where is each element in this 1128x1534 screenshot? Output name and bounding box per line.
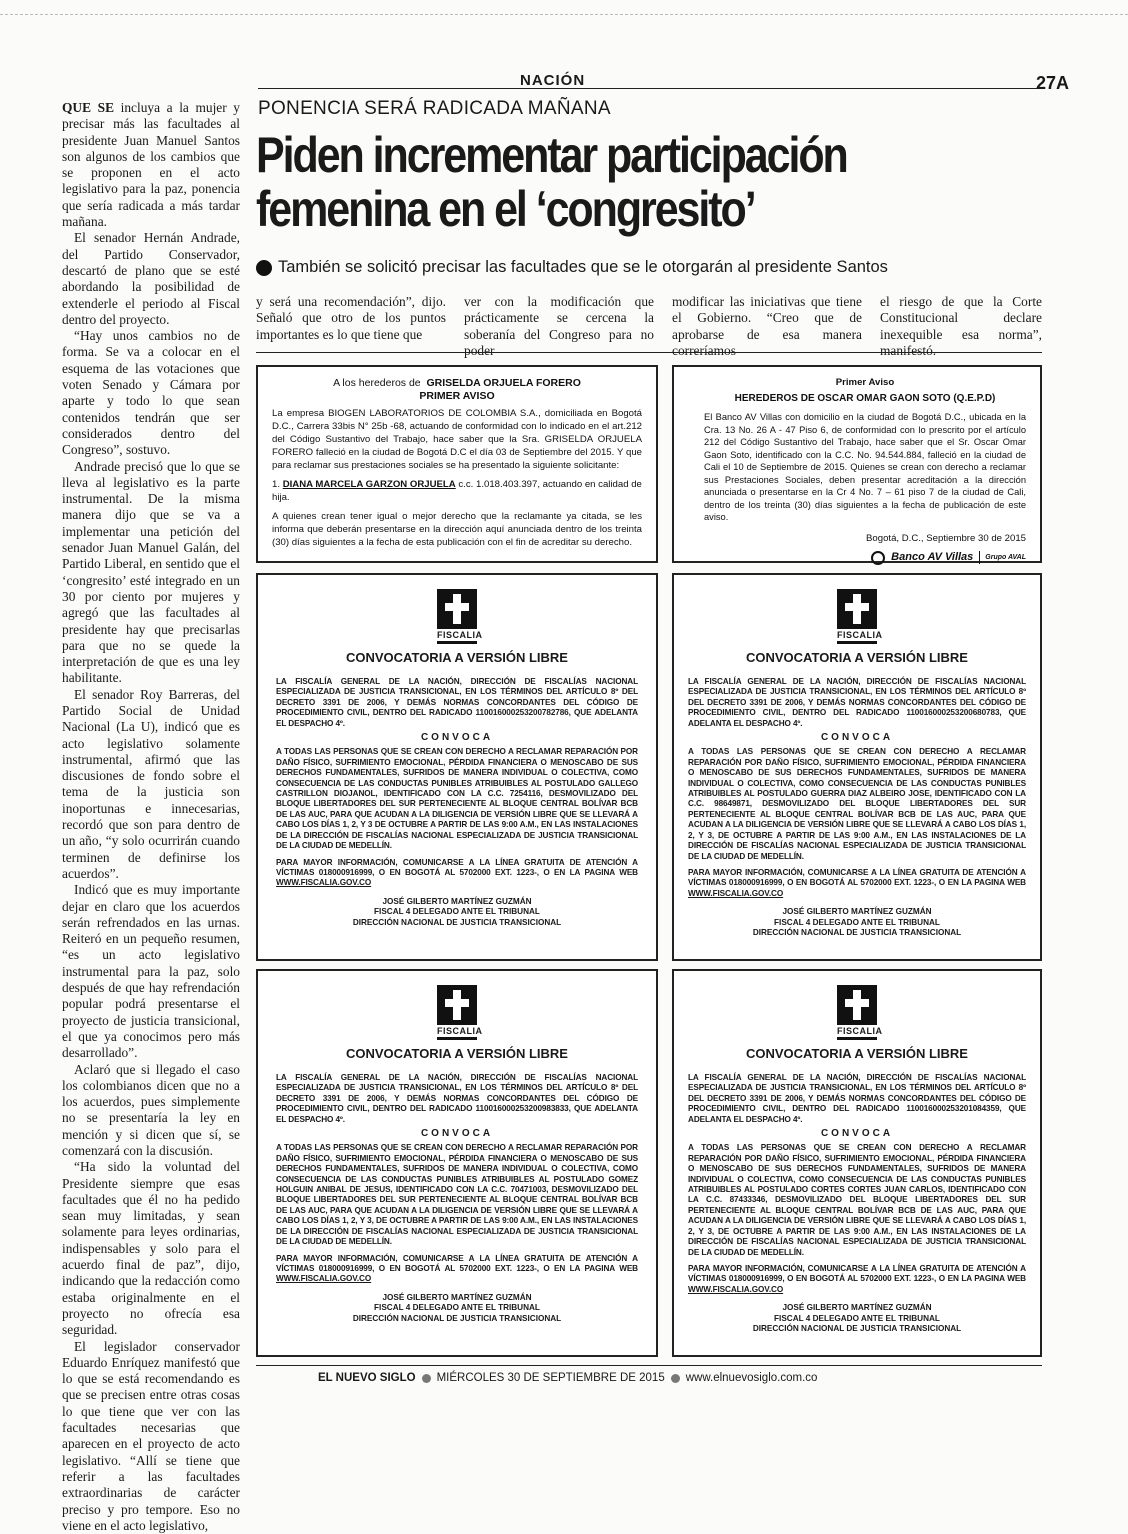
notice-body-2: A quienes crean tener igual o mejor derecho que la reclamante ya citada, se les informa que deberán presentarse en la dirección aquí anunciada dentro de los treinta (30) días siguientes a la fecha de esta publicación con el fin de acreditar su derecho.	[272, 511, 642, 548]
headline-line-2: femenina en el ‘congresito’	[256, 181, 755, 237]
fiscalia-website: WWW.FISCALIA.GOV.CO	[688, 888, 784, 898]
convocatoria-box	[672, 573, 1042, 961]
bullet-icon	[422, 1374, 431, 1383]
article-column-4: el riesgo de que la Corte Constitucional declare inexequible esa norma”, manifestó.	[880, 294, 1042, 358]
signature-block: JOSÉ GILBERTO MARTÍNEZ GUZMÁN FISCAL 4 DELEGADO ANTE EL TRIBUNAL DIRECCIÓN NACIONAL DE JUSTICIA TRANSICIONAL	[352, 896, 562, 927]
bullet-icon	[671, 1374, 680, 1383]
notice-biogen	[256, 365, 658, 563]
convoca-label: CONVOCA	[420, 1128, 494, 1140]
avvillas-logo-icon	[871, 551, 885, 565]
signature-block: JOSÉ GILBERTO MARTÍNEZ GUZMÁN FISCAL 4 DELEGADO ANTE EL TRIBUNAL DIRECCIÓN NACIONAL DE JUSTICIA TRANSICIONAL	[352, 1292, 562, 1323]
convocatoria-body: LA FISCALÍA GENERAL DE LA NACIÓN, DIRECCIÓN DE FISCALÍAS NACIONAL ESPECIALIZADA DE JUSTICIA TRANSICIONAL, EN LOS TÉRMINOS DEL ARTÍCULO 8º DEL DECRETO 3391 DE 2006, Y DEMÁS NORMAS CONCORDANTES DEL CÓDIGO DE PROCEDIMIENTO CIVIL, DENTRO DEL RADICADO 110016000253201084359, QUE ADELANTA EL DESPACHO 4º. CONVOCA A TODAS LAS PERSONAS QUE SE CREAN CON DERECHO A RECLAMAR REPARACIÓN POR DAÑO FÍSICO, SUFRIMIENTO EMOCIONAL, PÉRDIDA FINANCIERA O MENOSCABO DE SUS DERECHOS FUNDAMENTALES, SUFRIDOS DE MANERA INDIVIDUAL O COLECTIVA, COMO CONSECUENCIA DE LAS CONDUCTAS PUNIBLES ATRIBUIBLES AL POSTULADO CORTES CORTES JUAN CARLOS, IDENTIFICADO CON LA C.C. 87433346, DESMOVILIZADO DEL BLOQUE LIBERTADORES DEL SUR PERTENECIENTE AL BLOQUE CENTRAL BOLÍVAR BCB DE LAS AUC, PARA QUE ACUDAN A LA DILIGENCIA DE VERSIÓN LIBRE QUE SE LLEVARÁ A CABO LOS DÍAS 1, 2, Y 3, DE OCTUBRE A PARTIR DE LAS 9:00 A.M., EN LAS INSTALACIONES DE LA DIRECCIÓN DE FISCALÍAS NACIONAL ESPECIALIZADA DE JUSTICIA TRANSICIONAL DE LA CIUDAD DE MEDELLÍN. PARA MAYOR INFORMACIÓN, COMUNICARSE A LA LÍNEA GRATUITA DE ATENCIÓN A VÍCTIMAS 018000916999, O EN BOGOTÁ AL 5702000 EXT. 1223-, O EN LA PAGINA WEB WWW.FISCALIA.GOV.CO	[688, 1073, 1026, 1294]
article-bottom-rule	[256, 352, 1042, 353]
notice-body: El Banco AV Villas con domicilio en la ciudad de Bogotá D.C., ubicada en la Cra. 13 No. 26 A - 47 Piso 6, de conformidad con lo prescrito por el artículo 212 del Código Sustantivo del Trabajo, hace saber que el Sr. Oscar Omar Gaon Soto, identificado con la C.C. No. 94.544.884, falleció en la ciudad de Cali el 10 de Septiembre de 2015. Quienes se crean con derecho a reclamar sus Prestaciones Sociales, deben presentar acreditación a la dirección anunciada o presentarse en la Cr 4 No. 7 – 61 piso 7 de la ciudad de Cali, dentro de los treinta (30) días siguientes a la fecha de publicación de este aviso.	[704, 412, 1026, 522]
article-column-3: modificar las iniciativas que tiene el Gobierno. “Creo que de aprobarse de esa manera correríamos	[672, 294, 862, 358]
page-top-edge	[0, 0, 1128, 15]
left-paragraph: Indicó que es muy importante dejar en claro que los acuerdos serán refrendados en las urnas. Reiteró en un pequeño resumen, “es un acto legislativo instrumental para la paz, solo después de que hay refrendación popular podrá presentarse el proyecto de justicia transicional, el que ya conocimos pero más desarrollado”.	[62, 882, 240, 1061]
page-number: 27A	[1036, 73, 1070, 93]
article-headline	[256, 128, 935, 236]
fiscalia-puzzle-icon	[837, 985, 877, 1025]
fiscalia-website: WWW.FISCALIA.GOV.CO	[276, 1274, 372, 1284]
footer-date: MIÉRCOLES 30 DE SEPTIEMBRE DE 2015	[436, 1372, 665, 1384]
left-paragraph: “Hay unos cambios no de forma. Se va a colocar en el esquema de las votaciones que voten Senado y Cámara por aparte y todo lo que sean contenidos tendrán que ser considerados dentro del Congreso”, sostuvo.	[62, 328, 240, 458]
convoca-label: CONVOCA	[820, 1128, 894, 1140]
convocatoria-body: LA FISCALÍA GENERAL DE LA NACIÓN, DIRECCIÓN DE FISCALÍAS NACIONAL ESPECIALIZADA DE JUSTICIA TRANSICIONAL, EN LOS TÉRMINOS DEL ARTÍCULO 8º DEL DECRETO 3391 DE 2006, Y DEMÁS NORMAS CONCORDANTES DEL CÓDIGO DE PROCEDIMIENTO CIVIL, DENTRO DEL RADICADO 110016000253200983833, QUE ADELANTA EL DESPACHO 4º. CONVOCA A TODAS LAS PERSONAS QUE SE CREAN CON DERECHO A RECLAMAR REPARACIÓN POR DAÑO FÍSICO, SUFRIMIENTO EMOCIONAL, PÉRDIDA FINANCIERA O MENOSCABO DE SUS DERECHOS FUNDAMENTALES, SUFRIDOS DE MANERA INDIVIDUAL O COLECTIVA, COMO CONSECUENCIA DE LAS CONDUCTAS PUNIBLES ATRIBUIBLES AL POSTULADO GOMEZ HOLGUIN ANIBAL DE JESUS, IDENTIFICADO CON LA C.C. 70471003, DESMOVILIZADO DEL BLOQUE LIBERTADORES DEL SUR PERTENECIENTE AL BLOQUE CENTRAL BOLÍVAR BCB DE LAS AUC, PARA QUE ACUDAN A LA DILIGENCIA DE VERSIÓN LIBRE QUE SE LLEVARÁ A CABO LOS DÍAS 1, 2, Y 3, DE OCTUBRE A PARTIR DE LAS 9:00 A.M., EN LAS INSTALACIONES DE LA DIRECCIÓN DE FISCALÍAS NACIONAL ESPECIALIZADA DE JUSTICIA TRANSICIONAL DE LA CIUDAD DE MEDELLÍN. PARA MAYOR INFORMACIÓN, COMUNICARSE A LA LÍNEA GRATUITA DE ATENCIÓN A VÍCTIMAS 018000916999, O EN BOGOTÁ AL 5702000 EXT. 1223-, O EN LA PAGINA WEB WWW.FISCALIA.GOV.CO	[276, 1073, 638, 1284]
aval-logo: Grupo AVAL	[979, 551, 1026, 564]
article-kicker: PONENCIA SERÁ RADICADA MAÑANA	[258, 98, 611, 119]
signature-block: JOSÉ GILBERTO MARTÍNEZ GUZMÁN FISCAL 4 DELEGADO ANTE EL TRIBUNAL DIRECCIÓN NACIONAL DE JUSTICIA TRANSICIONAL	[752, 1303, 962, 1333]
fiscalia-puzzle-icon	[437, 985, 477, 1025]
left-paragraph: El legislador conservador Eduardo Enríquez manifestó que lo que se está recomendando es que se precisen entre otras cosas lo que tiene que ver con las facultades necesarias que aparecen en el proyecto de acto legislativo. “Allí se tiene que referir a las facultades extraordinarias de carácter preciso y pro tempore. Eso no viene en el acto legislativo,	[62, 1338, 240, 1533]
convocatoria-box	[672, 969, 1042, 1357]
avvillas-logo: Banco AV Villas Grupo AVAL	[704, 551, 1026, 565]
fiscalia-puzzle-icon	[837, 589, 877, 629]
convocatoria-title: CONVOCATORIA A VERSIÓN LIBRE	[346, 650, 568, 665]
convocatoria-title: CONVOCATORIA A VERSIÓN LIBRE	[746, 1046, 968, 1061]
convoca-label: CONVOCA	[820, 732, 894, 744]
notice-heading: Primer Aviso	[835, 377, 895, 388]
left-paragraph: “Ha sido la voluntad del Presidente siempre que esas facultades que él no ha pedido sean muy limitadas, y sean solamente para leyes ordinarias, indispensables y solo para el acuerdo final de paz”, dijo, indicando que la redacción como estaba originalmente en el proyecto no ofrecía esa seguridad.	[62, 1159, 240, 1338]
left-paragraph: El senador Hernán Andrade, del Partido Conservador, descartó de plano que se esté abordando la posibilidad de extenderle el periodo al Fiscal dentro del proyecto.	[62, 230, 240, 327]
left-paragraph: Aclaró que si llegado el caso los colombianos dicen que no a los acuerdos, pues simplemente no se presentaría la ley en mención y si dicen que sí, se comenzará con la discusión.	[62, 1061, 240, 1158]
fiscalia-logo: FISCALIA	[437, 985, 477, 1040]
fiscalia-logo: FISCALIA	[837, 589, 877, 644]
notice-subheading: PRIMER AVISO	[419, 390, 495, 402]
convocatoria-body: LA FISCALÍA GENERAL DE LA NACIÓN, DIRECCIÓN DE FISCALÍAS NACIONAL ESPECIALIZADA DE JUSTICIA TRANSICIONAL, EN LOS TÉRMINOS DEL ARTÍCULO 8º DEL DECRETO 3391 DE 2006, Y DEMÁS NORMAS CONCORDANTES DEL CÓDIGO DE PROCEDIMIENTO CIVIL, DENTRO DEL RADICADO 110016000253200782786, QUE ADELANTA EL DESPACHO 4º. CONVOCA A TODAS LAS PERSONAS QUE SE CREAN CON DERECHO A RECLAMAR REPARACIÓN POR DAÑO FÍSICO, SUFRIMIENTO EMOCIONAL, PÉRDIDA FINANCIERA O MENOSCABO DE SUS DERECHOS FUNDAMENTALES, SUFRIDOS DE MANERA INDIVIDUAL O COLECTIVA, COMO CONSECUENCIA DE LAS CONDUCTAS PUNIBLES ATRIBUIBLES AL POSTULADO GALLEGO CASTRILLON DIOJANOL, IDENTIFICADO CON LA C.C. 7254116, DESMOVILIZADO DEL BLOQUE LIBERTADORES DEL SUR PERTENECIENTE AL BLOQUE CENTRAL BOLÍVAR BCB DE LAS AUC, PARA QUE ACUDAN A LA DILIGENCIA DE VERSIÓN LIBRE QUE SE LLEVARÁ A CABO LOS DÍAS 1, 2, Y 3 DE OCTUBRE A PARTIR DE LAS 9:00 A.M., EN LAS INSTALACIONES DE LA DIRECCIÓN DE FISCALÍAS NACIONAL ESPECIALIZADA DE JUSTICIA TRANSICIONAL DE LA CIUDAD DE MEDELLÍN. PARA MAYOR INFORMACIÓN, COMUNICARSE A LA LÍNEA GRATUITA DE ATENCIÓN A VÍCTIMAS 018000916999, O EN BOGOTÁ AL 5702000 EXT. 1223-, O EN LA PAGINA WEB WWW.FISCALIA.GOV.CO	[276, 677, 638, 888]
notice-date: Bogotá, D.C., Septiembre 30 de 2015	[866, 532, 1026, 544]
left-paragraph: QUE SE incluya a la mujer y precisar más las facultades al presidente Juan Manuel Santos son algunos de los cambios que se proponen en el acto legislativo para la paz, ponencia que sería radicada a más tardar mañana.	[62, 100, 240, 230]
article-subhead	[256, 258, 888, 277]
article-column-2: ver con la modificación que prácticamente se cercena la soberanía del Congreso para no poder	[464, 294, 654, 358]
signature-block: JOSÉ GILBERTO MARTÍNEZ GUZMÁN FISCAL 4 DELEGADO ANTE EL TRIBUNAL DIRECCIÓN NACIONAL DE JUSTICIA TRANSICIONAL	[752, 907, 962, 937]
bullet-icon	[256, 260, 272, 276]
footer-brand: EL NUEVO SIGLO	[318, 1372, 416, 1384]
left-paragraph: El senador Roy Barreras, del Partido Social de Unidad Nacional (La U), indicó que es acto legislativo solamente instrumental, afirmó que las discusiones de fondo sobre el tema de la justicia son inoportunas e innecesarias, recordó que son para dentro de un año, “y solo ocurrirán cuando terminen de definirse los acuerdos”.	[62, 686, 240, 881]
footer-rule	[256, 1365, 1042, 1366]
page-footer	[318, 1372, 817, 1384]
section-name: NACIÓN	[520, 72, 586, 89]
notice-subheading: HEREDEROS DE OSCAR OMAR GAON SOTO (Q.E.P.D)	[734, 393, 996, 404]
footer-url[interactable]: www.elnuevosiglo.com.co	[685, 1372, 818, 1384]
convocatoria-body: LA FISCALÍA GENERAL DE LA NACIÓN, DIRECCIÓN DE FISCALÍAS NACIONAL ESPECIALIZADA DE JUSTICIA TRANSICIONAL, EN LOS TÉRMINOS DEL ARTÍCULO 8º DEL DECRETO 3391 DE 2006, Y DEMÁS NORMAS CONCORDANTES DEL CÓDIGO DE PROCEDIMIENTO CIVIL, DENTRO DEL RADICADO 110016000253200680783, QUE ADELANTA EL DESPACHO 4º. CONVOCA A TODAS LAS PERSONAS QUE SE CREAN CON DERECHO A RECLAMAR REPARACIÓN POR DAÑO FÍSICO, SUFRIMIENTO EMOCIONAL, PÉRDIDA FINANCIERA O MENOSCABO DE SUS DERECHOS FUNDAMENTALES, SUFRIDOS DE MANERA INDIVIDUAL O COLECTIVA, COMO CONSECUENCIA DE LAS CONDUCTAS PUNIBLES ATRIBUIBLES AL POSTULADO GUERRA DIAZ ALBEIRO JOSE, IDENTIFICADO CON LA C.C. 98649871, DESMOVILIZADO DEL BLOQUE LIBERTADORES DEL SUR PERTENECIENTE AL BLOQUE CENTRAL BOLÍVAR BCB DE LAS AUC, PARA QUE ACUDAN A LA DILIGENCIA DE VERSIÓN LIBRE QUE SE LLEVARÁ A CABO LOS DÍAS 1, 2, Y 3, DE OCTUBRE A PARTIR DE LAS 9:00 A.M., EN LAS INSTALACIONES DE LA DIRECCIÓN DE FISCALÍAS NACIONAL ESPECIALIZADA DE JUSTICIA TRANSICIONAL DE LA CIUDAD DE MEDELLÍN. PARA MAYOR INFORMACIÓN, COMUNICARSE A LA LÍNEA GRATUITA DE ATENCIÓN A VÍCTIMAS 018000916999, O EN BOGOTÁ AL 5702000 EXT. 1223-, O EN LA PAGINA WEB WWW.FISCALIA.GOV.CO	[688, 677, 1026, 898]
notice-avvillas	[672, 365, 1042, 563]
convocatoria-box	[256, 969, 658, 1357]
fiscalia-puzzle-icon	[437, 589, 477, 629]
fiscalia-website: WWW.FISCALIA.GOV.CO	[276, 878, 372, 888]
convocatoria-box	[256, 573, 658, 961]
convocatoria-title: CONVOCATORIA A VERSIÓN LIBRE	[746, 650, 968, 665]
subhead-text: También se solicitó precisar las facultades que se le otorgarán al presidente Santos	[278, 258, 888, 276]
fiscalia-website: WWW.FISCALIA.GOV.CO	[688, 1284, 784, 1294]
left-paragraph: Andrade precisó que lo que se lleva al legislativo es la parte instrumental. De la misma manera dijo que se va a implementar una petición del senador Juan Manuel Galán, del Partido Liberal, en sentido que el ‘congresito’ esté integrado en un 30 por ciento por mujeres y agregó que las facultades al presidente hay que precisarlas para que no se quede la interpretación de que es una ley habilitante.	[62, 458, 240, 686]
article-column-1: y será una recomendación”, dijo. Señaló que otro de los puntos importantes es lo que tiene que	[256, 294, 446, 342]
left-column-story	[62, 100, 240, 1534]
headline-line-1: Piden incrementar participación	[256, 127, 847, 183]
fiscalia-logo: FISCALIA	[437, 589, 477, 644]
notice-body: La empresa BIOGEN LABORATORIOS DE COLOMBIA S.A., domiciliada en Bogotá D.C., Carrera 33bis N° 25b -68, actuando de conformidad con lo indicado en el art.212 del Código Sustantivo del Trabajo, hace saber que la Sra. GRISELDA ORJUELA FORERO falleció en la ciudad de Bogotá D.C el día 03 de Septiembre del 2015. Y que para reclamar sus prestaciones sociales se ha presentado la siguiente solicitante:	[272, 408, 642, 471]
notice-heading: A los herederos de GRISELDA ORJUELA FORERO	[333, 377, 581, 389]
claimant-line: 1. DIANA MARCELA GARZON ORJUELA c.c. 1.018.403.397, actuando en calidad de hija.	[272, 479, 642, 503]
convocatoria-title: CONVOCATORIA A VERSIÓN LIBRE	[346, 1046, 568, 1061]
fiscalia-logo: FISCALIA	[837, 985, 877, 1040]
convoca-label: CONVOCA	[420, 732, 494, 744]
section-rule	[258, 88, 1038, 89]
